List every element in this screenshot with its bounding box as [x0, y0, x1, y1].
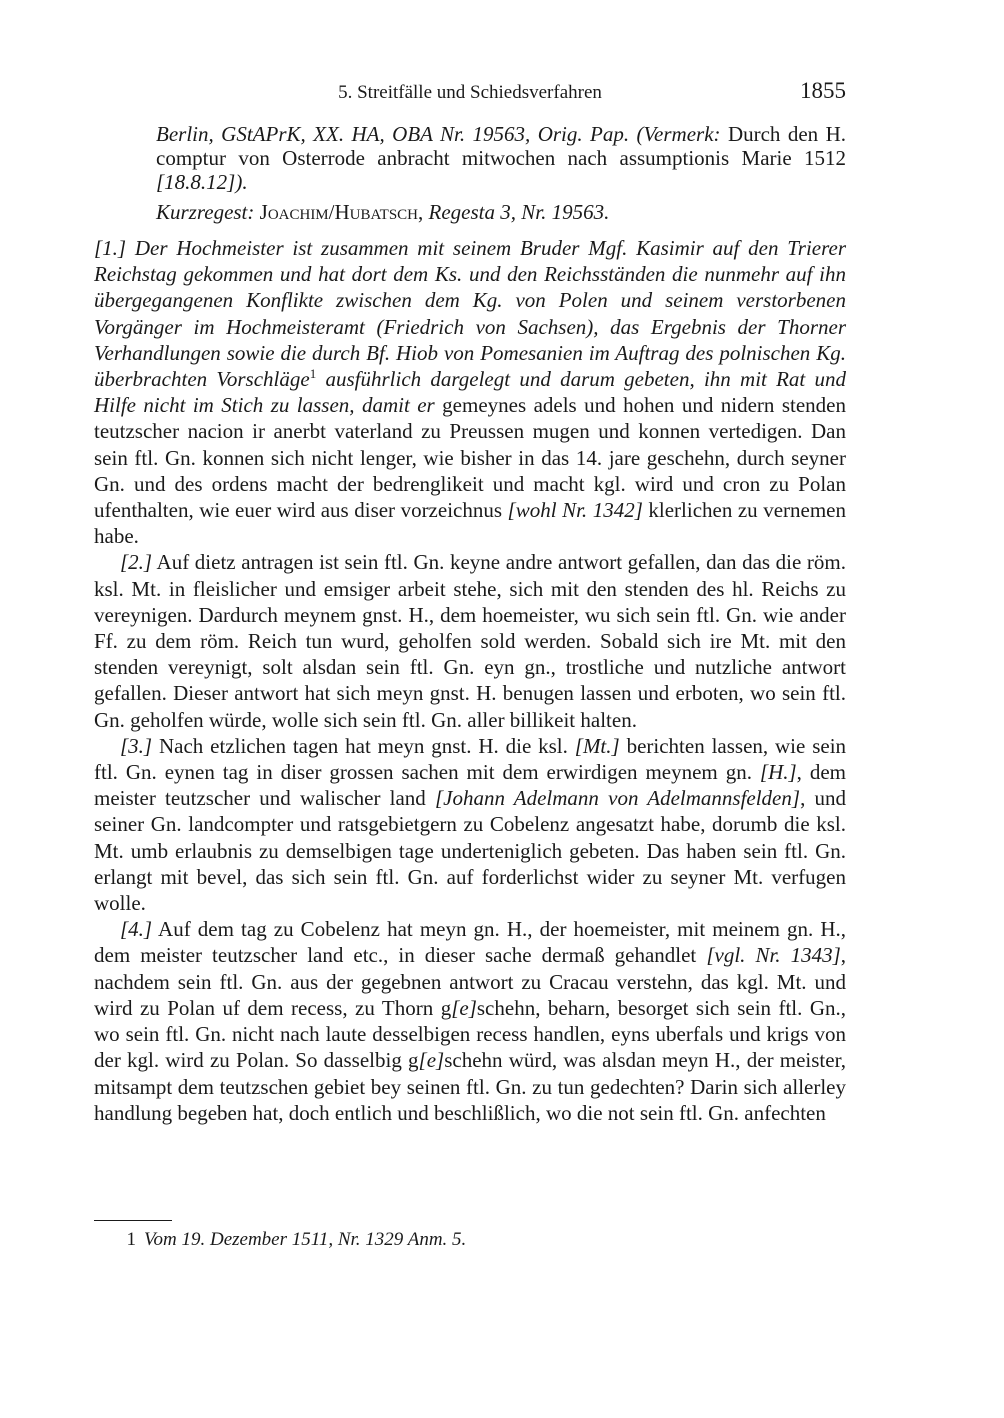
paragraph-2	[94, 549, 846, 732]
source-citation	[156, 122, 846, 194]
footnote	[94, 1229, 846, 1251]
regest-citation	[156, 200, 846, 224]
source-note: Durch den H. comptur von Osterrode anbracht mitwochen nach assumptionis Marie 1512	[156, 122, 846, 170]
paragraph-3-text: , und seiner Gn. landcompter und ratsgebietgern zu Cobelenz angesatzt habe, dorumb die ksl. Mt. umb erlaubnis zu demselbigen tage underteniglich gebeten. Das haben sein ftl. Gn. erlangt mit bevel, das sich sein ftl. Gn. auf forderlichst wider zu seyner Mt. verfugen wolle.	[94, 786, 846, 916]
paragraph-1-summary: Der Hochmeister ist zusammen mit seinem Bruder Mgf. Kasimir auf den Trierer Reichstag gekommen und hat dort dem Ks. und den Reichsständen die nunmehr auf ihn übergegangenen Konflikte zwischen dem Kg. von Polen und seinem verstorbenen Vorgänger im Hochmeisteramt (Friedrich von Sachsen), das Ergebnis der Thorner Verhandlungen sowie die durch Bf. Hiob von Pomesanien im Auftrag des polnischen Kg. überbrachten Vorschläge	[94, 236, 846, 392]
paragraph-4-text: Auf dem tag zu Cobelenz hat meyn gn. H., der hoemeister, mit meinem gn. H., dem meister teutzscher land etc., in dieser sache dermaß gehandlet	[94, 917, 846, 968]
document-body	[94, 235, 846, 1126]
page-number: 1855	[800, 78, 846, 103]
editorial-insertion: [Mt.]	[574, 733, 620, 758]
footnote-number: 1	[126, 1229, 136, 1250]
paragraph-4	[94, 916, 846, 1126]
editorial-insertion: [Johann Adelmann von Adelmannsfelden]	[434, 786, 801, 811]
paragraph-3-text: , dem meister teutzscher und walischer land	[94, 760, 846, 811]
paragraph-2-marker: [2.]	[120, 550, 153, 575]
paragraph-4-marker: [4.]	[120, 917, 153, 942]
paragraph-3-text: berichten lassen, wie sein ftl. Gn. eynen tag in diser grossen sachen mit dem erwirdigen meynem gn.	[94, 733, 847, 785]
paragraph-1-text-end: klerlichen zu vernemen habe.	[94, 498, 846, 549]
paragraph-4-text: schehn, beharn, besorget sich sein ftl. Gn., wo sein ftl. Gn. nicht nach laute desselbigen recess handlen, eyns uberfals und krigs von der kgl. wird zu Polan. So dasselbig g	[94, 995, 847, 1073]
regest-authors: Joachim/Hubatsch,	[259, 200, 424, 224]
editorial-insertion: [H.]	[759, 760, 797, 785]
paragraph-4-text: , nachdem sein ftl. Gn. aus der gegebnen antwort zu Cracau verstehn, das kgl. Mt. und wird zu Polan uf dem recess, zu Thorn g	[94, 943, 847, 1020]
regest-reference: Regesta 3, Nr. 19563.	[428, 200, 610, 224]
paragraph-1-summary-cont: ausführlich dargelegt und darum gebeten, ihn mit Rat und Hilfe nicht im Stich zu lassen, damit er	[94, 367, 847, 418]
paragraph-1-marker: [1.]	[94, 236, 127, 260]
paragraph-3	[94, 733, 846, 916]
running-header	[94, 78, 846, 108]
paragraph-2-text: Auf dietz antragen ist sein ftl. Gn. keyne andre antwort gefallen, dan das die röm. ksl. Mt. in fleislicher und emsiger arbeit stehe, sich mit den stenden des hl. Reichs zu vereynigen. Dardurch meynem gnst. H., dem hoemeister, wu sich sein ftl. Gn. wie ander Ff. zu dem röm. Reich tun wurd, geholfen sold werden. Sobald sich ire Mt. mit den stenden vereynigt, solt alsdan sein ftl. Gn. eyn gn., trostliche und nutzliche antwort gefallen. Dieser antwort hat sich meyn gnst. H. benugen lassen und erboten, wo sein ftl. Gn. geholfen würde, wolle sich sein ftl. Gn. aller billikeit halten.	[94, 550, 846, 732]
running-title: 5. Streitfälle und Schiedsverfahren	[338, 82, 602, 103]
paragraph-4-reference: [vgl. Nr. 1343]	[706, 943, 841, 968]
paragraph-3-text: Nach etzlichen tagen hat meyn gnst. H. die ksl.	[158, 733, 568, 758]
footnote-reference[interactable]: 1	[309, 366, 317, 382]
footnote-text: Vom 19. Dezember 1511, Nr. 1329 Anm. 5.	[144, 1229, 467, 1250]
editorial-insertion: [e]	[451, 995, 477, 1020]
paragraph-1-text: gemeynes adels und hohen und nidern stenden teutzscher nacion ir anerbt vaterland zu Preussen mugen und konnen vertedigen. Dan sein ftl. Gn. konnen sich nicht lenger, wie bisher in das 14. jare geschehn, durch seyner Gn. und des ordens macht der bedrenglikeit und macht kgl. wird und cron zu Polan ufenthalten, wie euer wird aus diser vorzeichnus	[94, 393, 846, 523]
paragraph-3-marker: [3.]	[120, 733, 153, 758]
editorial-insertion: [e]	[418, 1048, 445, 1073]
source-date: [18.8.12]).	[156, 170, 248, 194]
footnote-rule	[94, 1220, 172, 1221]
source-archive: Berlin, GStAPrK, XX. HA, OBA Nr. 19563, Orig. Pap. (Vermerk:	[156, 122, 721, 146]
paragraph-1-reference: [wohl Nr. 1342]	[507, 498, 643, 523]
paragraph-4-text: schehn würd, was alsdan meyn H., der meister, mitsampt dem teutzschen gebiet bey seinen ftl. Gn. zu tun gedechten? Darin sich allerley handlung begeben hat, doch entlich und beschlißlich, wo die not sein ftl. Gn. anfechten	[94, 1048, 846, 1125]
paragraph-1	[94, 235, 846, 549]
regest-label: Kurzregest:	[156, 200, 255, 224]
